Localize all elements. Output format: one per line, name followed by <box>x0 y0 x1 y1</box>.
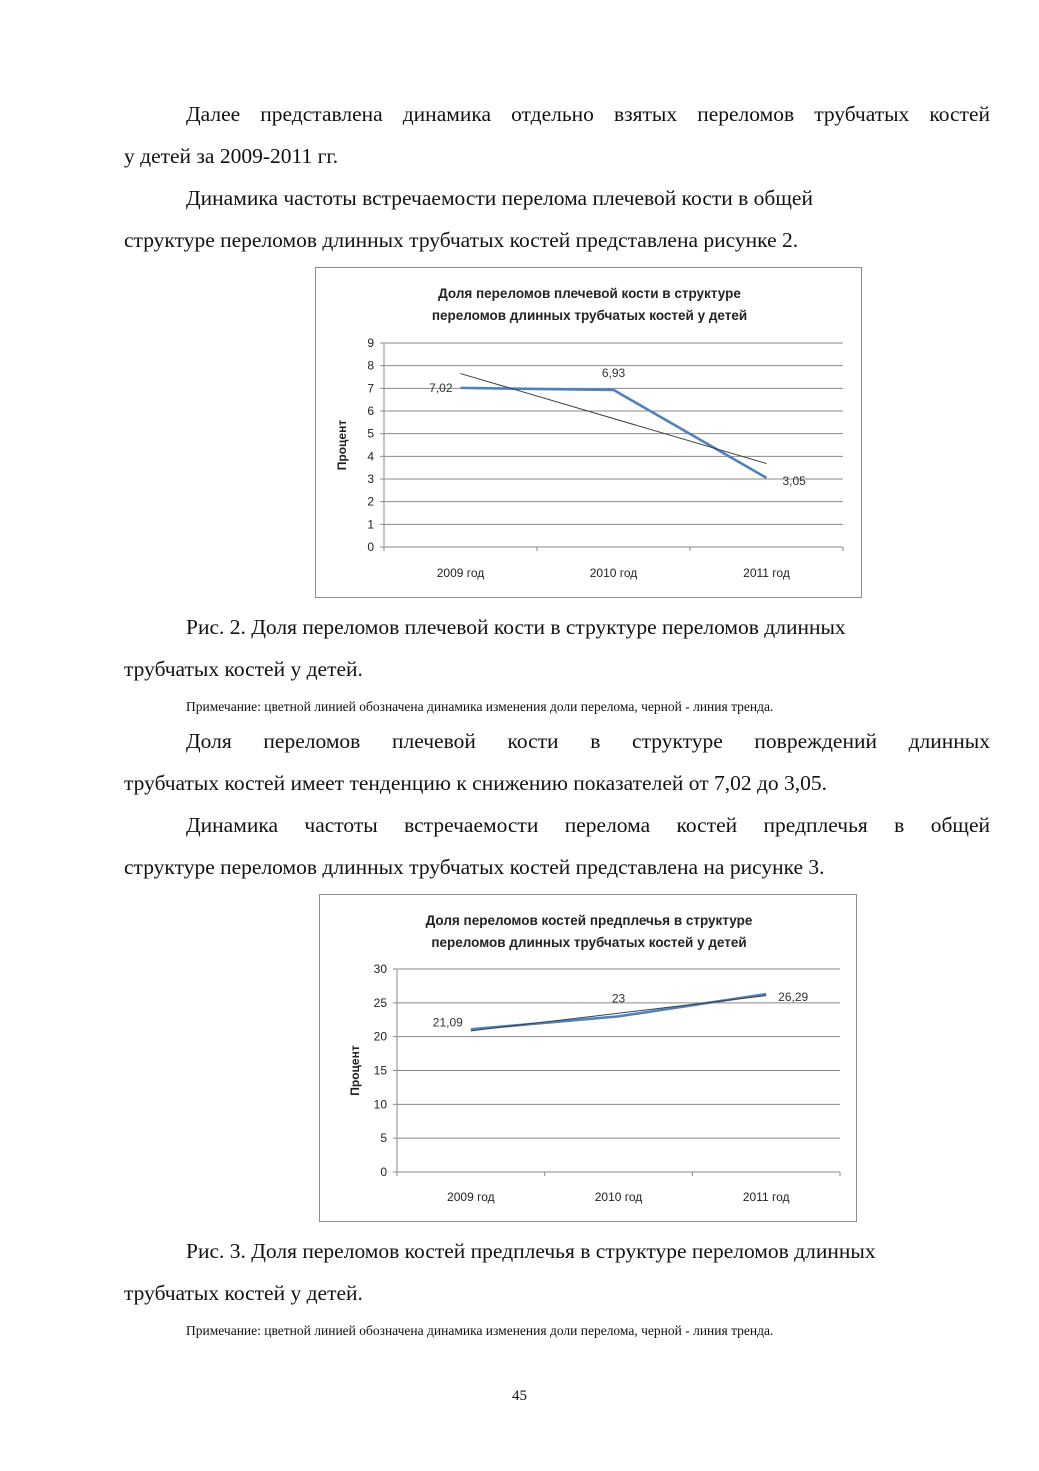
y-tick-label: 0 <box>380 1165 387 1179</box>
y-axis-label: Процент <box>348 1045 362 1096</box>
paragraph-4-line-2: структуре переломов длинных трубчатых костей представлена на рисунке 3. <box>124 855 825 879</box>
figure-3-chart-svg <box>320 895 858 1223</box>
page-number: 45 <box>512 1388 527 1404</box>
data-label: 7,02 <box>429 380 453 395</box>
paragraph-1-line-1: Далее представлена динамика отдельно взятых переломов трубчатых костей <box>186 102 990 126</box>
x-tick-label: 2009 год <box>436 566 485 580</box>
x-tick-label: 2011 год <box>742 1190 790 1204</box>
figure-2-note: Примечание: цветной линией обозначена динамика изменения доли перелома, черной - линия тренда. <box>186 699 774 714</box>
paragraph-2-line-2: структуре переломов длинных трубчатых костей представлена рисунке 2. <box>124 228 799 252</box>
figure-2-caption-line-2: трубчатых костей у детей. <box>124 657 363 681</box>
paragraph-4-line-1: Динамика частоты встречаемости перелома костей предплечья в общей <box>186 813 990 837</box>
figure-3-caption-line-2: трубчатых костей у детей. <box>124 1281 363 1305</box>
chart-title-line: переломов длинных трубчатых костей у детей <box>431 935 747 950</box>
x-tick-label: 2010 год <box>594 1190 643 1204</box>
y-tick-label: 3 <box>367 472 374 486</box>
paragraph-3-line-1: Доля переломов плечевой кости в структуре повреждений длинных <box>186 729 990 753</box>
data-label: 3,05 <box>782 473 806 488</box>
y-tick-label: 2 <box>367 494 374 509</box>
y-tick-label: 0 <box>367 540 374 554</box>
chart-title-line: Доля переломов плечевой кости в структуре <box>438 286 741 301</box>
y-tick-label: 1 <box>367 517 374 532</box>
x-tick-label: 2009 год <box>447 1190 495 1204</box>
data-label: 6,93 <box>601 365 626 380</box>
figure-3-caption-line-1: Рис. 3. Доля переломов костей предплечья в структуре переломов длинных <box>186 1239 876 1263</box>
figure-3-note: Примечание: цветной линией обозначена динамика изменения доли перелома, черной - линия тренда. <box>186 1323 774 1338</box>
y-tick-label: 30 <box>373 962 387 976</box>
y-tick-label: 8 <box>367 358 374 373</box>
paragraph-1-line-2: у детей за 2009-2011 гг. <box>124 144 339 168</box>
chart-title-line: Доля переломов костей предплечья в структуре <box>425 913 753 928</box>
x-tick-label: 2010 год <box>589 566 638 580</box>
y-tick-label: 10 <box>373 1097 387 1112</box>
paragraph-3-line-2: трубчатых костей имеет тенденцию к снижению показателей от 7,02 до 3,05. <box>124 771 828 795</box>
y-axis-label: Процент <box>335 419 349 471</box>
y-tick-label: 7 <box>367 381 374 396</box>
y-tick-label: 15 <box>373 1063 387 1078</box>
y-tick-label: 25 <box>373 995 387 1010</box>
trend-line <box>461 374 767 464</box>
y-tick-label: 5 <box>380 1131 387 1146</box>
y-tick-label: 5 <box>367 426 374 441</box>
figure-3-chart <box>319 894 857 1222</box>
figure-2-caption-line-1: Рис. 2. Доля переломов плечевой кости в структуре переломов длинных <box>186 615 846 639</box>
figure-2-chart-svg <box>316 268 863 599</box>
figure-2-chart <box>315 267 862 598</box>
chart-title-line: переломов длинных трубчатых костей у детей <box>431 308 748 323</box>
data-label: 23 <box>611 991 626 1006</box>
series-line <box>461 388 767 478</box>
y-tick-label: 9 <box>367 336 374 350</box>
y-tick-label: 4 <box>367 449 374 464</box>
data-label: 21,09 <box>432 1015 463 1030</box>
paragraph-2-line-1: Динамика частоты встречаемости перелома плечевой кости в общей <box>186 186 813 210</box>
data-label: 26,29 <box>778 990 809 1005</box>
y-tick-label: 6 <box>367 404 374 418</box>
x-tick-label: 2011 год <box>743 566 790 580</box>
y-tick-label: 20 <box>373 1029 387 1044</box>
